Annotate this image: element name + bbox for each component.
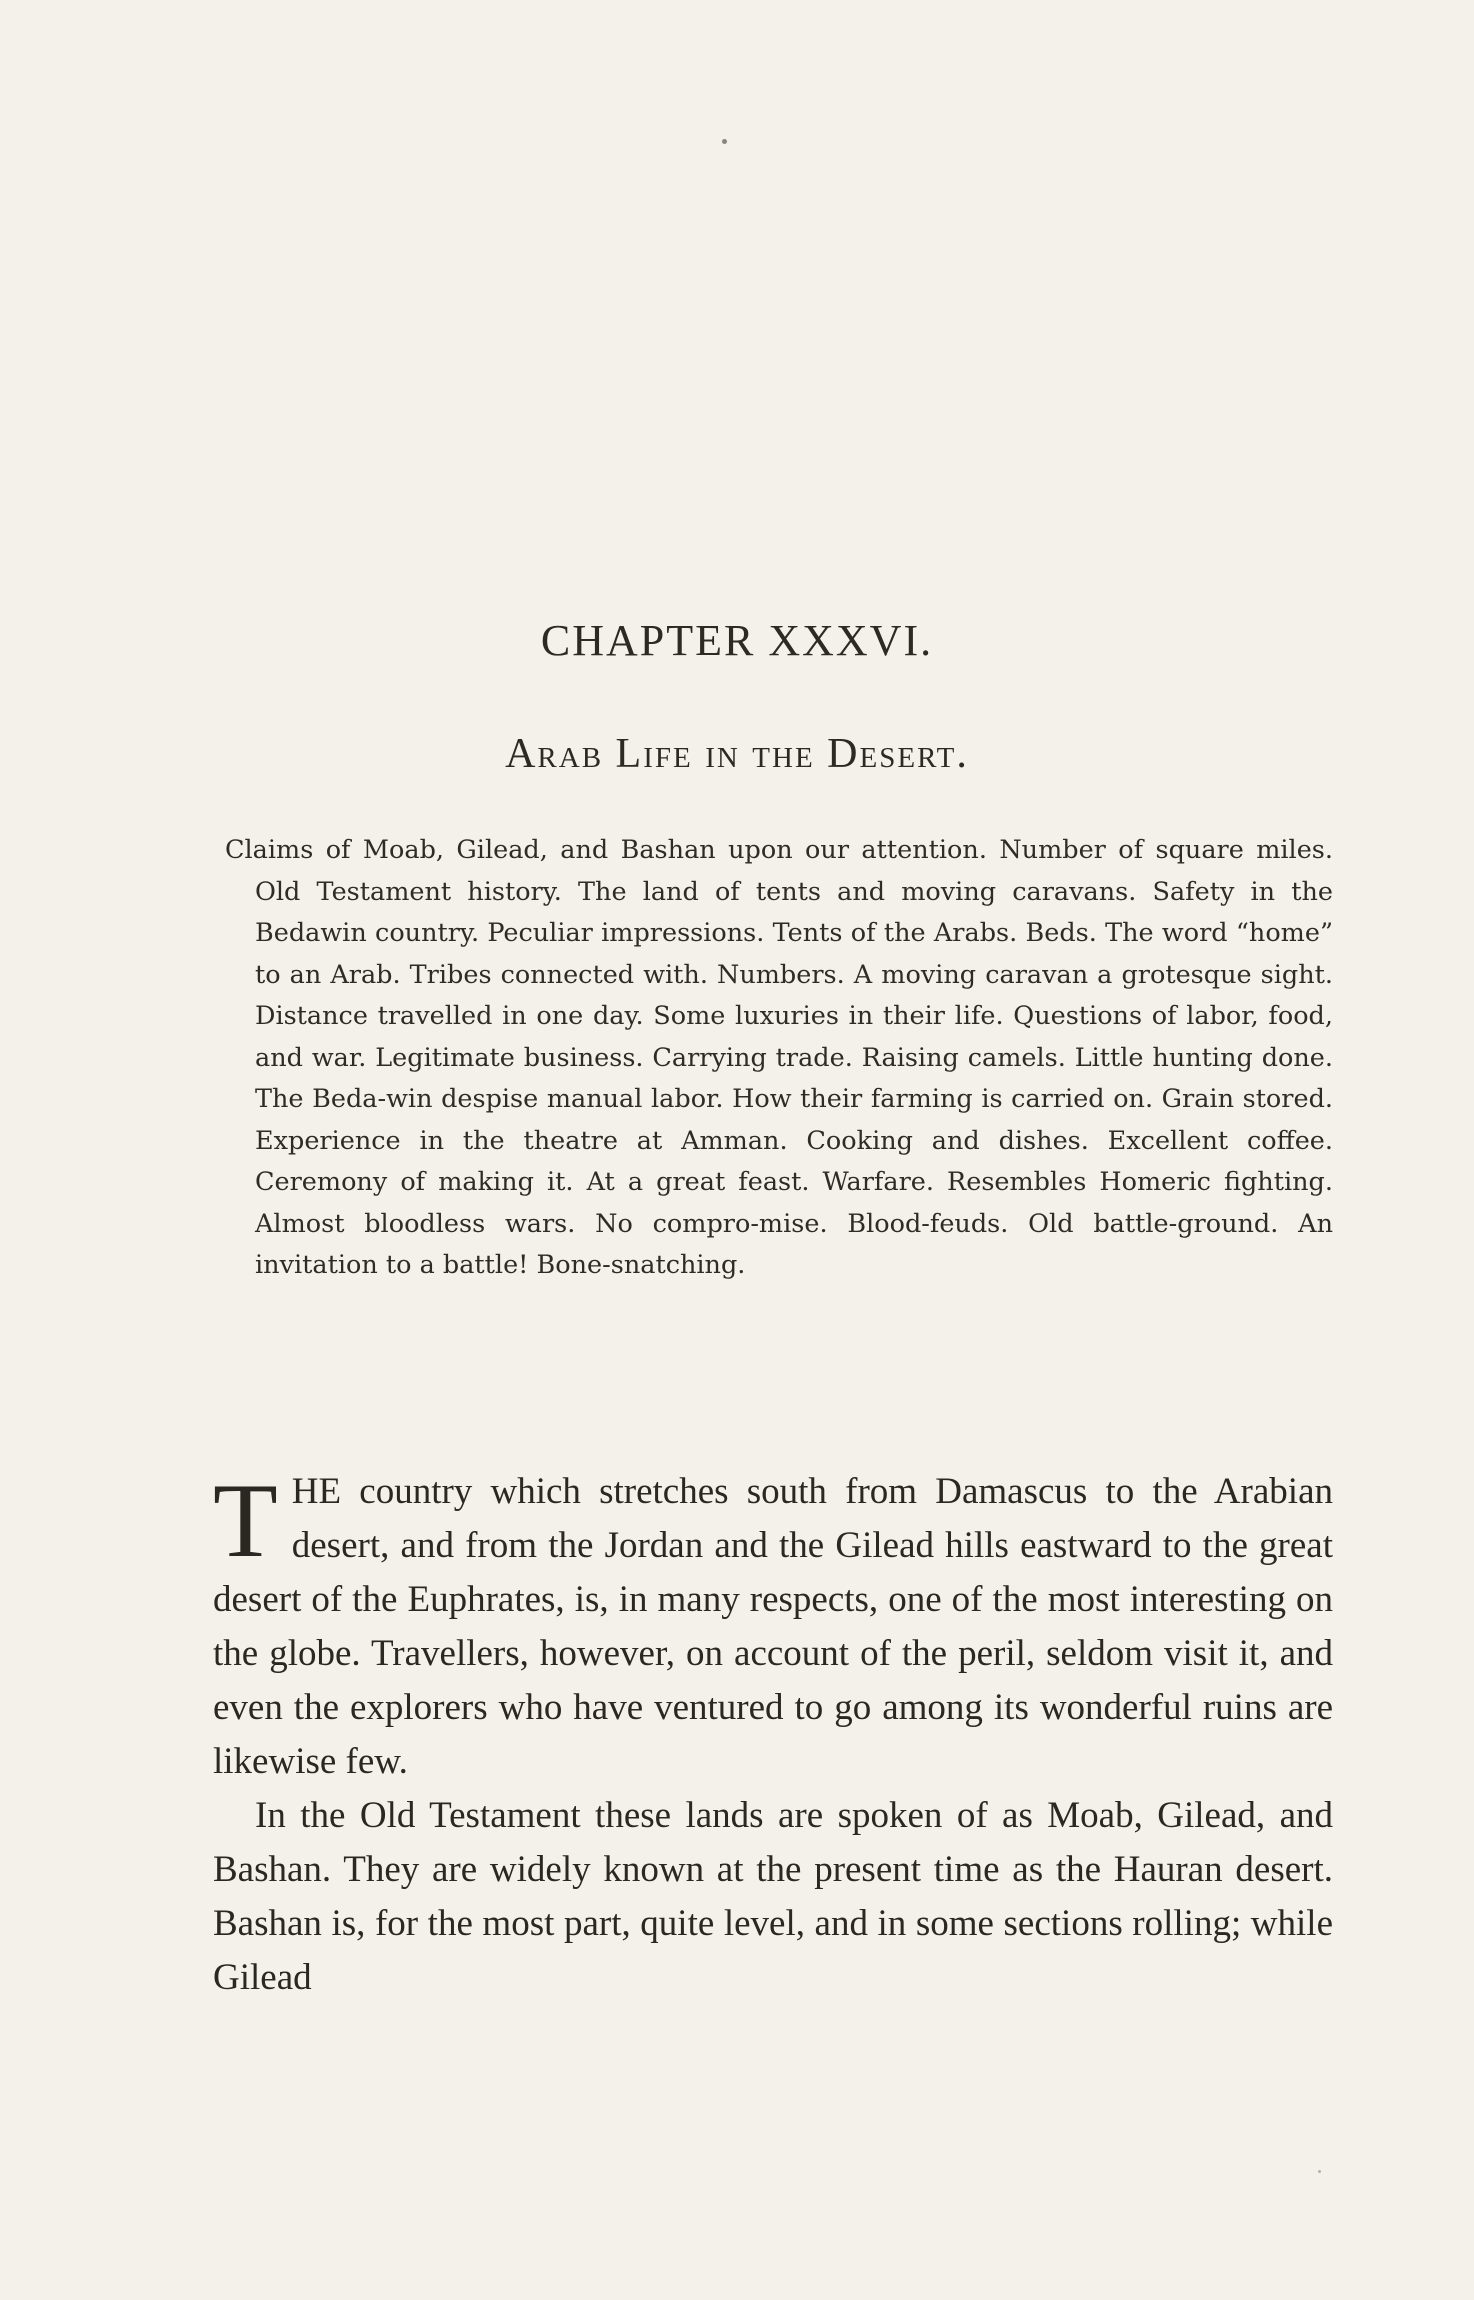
paragraph-1-lead: HE	[291, 1471, 342, 1512]
paragraph-1-text: country which stretches south from Damascus to the Arabian desert, and from the Jordan and the Gilead hills eastward to the great desert of the Euphrates, is, in many respects, one of the most interesting on the globe. Travellers, however, on account of the peril, seldom visit it, and even the explorers who have ventured to go among its wonderful ruins are likewise few.	[213, 1471, 1333, 1782]
body-text	[213, 1462, 1333, 2005]
chapter-subtitle: Arab Life in the Desert.	[505, 731, 969, 777]
chapter-summary: Claims of Moab, Gilead, and Bashan upon our attention. Number of square miles. Old Testament history. The land of tents and moving caravans. Safety in the Bedawin country. Peculiar impressions. Tents of the Arabs. Beds. The word “home” to an Arab. Tribes connected with. Numbers. A moving caravan a grotesque sight. Distance travelled in one day. Some luxuries in their life. Questions of labor, food, and war. Legitimate business. Carrying trade. Raising camels. Little hunting done. The Beda-win despise manual labor. How their farming is carried on. Grain stored. Experience in the theatre at Amman. Cooking and dishes. Excellent coffee. Ceremony of making it. At a great feast. Warfare. Resembles Homeric fighting. Almost bloodless wars. No compro-mise. Blood-feuds. Old battle-ground. An invitation to a battle! Bone-snatching.	[225, 835, 1333, 1280]
chapter-title: CHAPTER XXXVI.	[540, 616, 934, 665]
paragraph-1	[213, 1462, 1333, 1789]
paper-speck	[1318, 2170, 1321, 2173]
paper-speck	[722, 139, 727, 144]
drop-cap: T	[213, 1462, 278, 1579]
paragraph-2: In the Old Testament these lands are spoken of as Moab, Gilead, and Bashan. They are widely known at the present time as the Hauran desert. Bashan is, for the most part, quite level, and in some sections rolling; while Gilead	[213, 1795, 1333, 1998]
